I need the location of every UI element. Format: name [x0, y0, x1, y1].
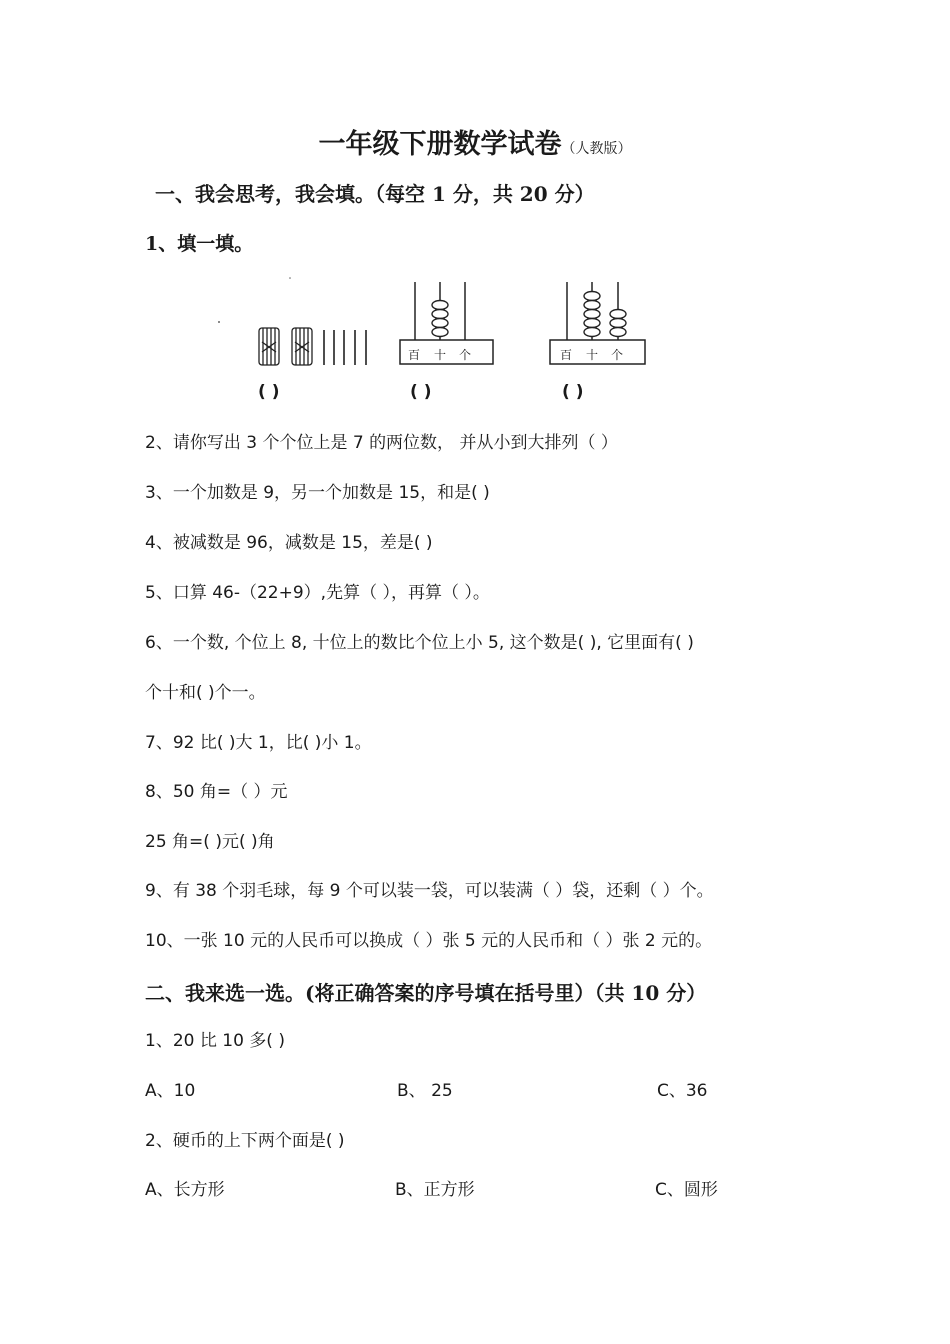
question-3: 3、一个加数是 9，另一个加数是 15，和是( )	[145, 483, 490, 503]
abacus1-label-ones: 个	[459, 348, 472, 362]
question-7: 7、92 比( )大 1，比( )小 1。	[145, 733, 372, 753]
section2-heading: 二、我来选一选。(将正确答案的序号填在括号里）（共 10 分）	[145, 981, 707, 1005]
section1-heading: 一、我会思考，我会填。（每空 1 分，共 20 分）	[155, 182, 595, 206]
question-9: 9、有 38 个羽毛球，每 9 个可以装一袋，可以装满（ ）袋，还剩（ ）个。	[145, 881, 714, 901]
abacus2-label-hundreds: 百	[560, 348, 573, 362]
question-6-continued: 个十和( )个一。	[145, 683, 266, 703]
q1-answer-blank-1[interactable]: ( )	[258, 382, 280, 402]
question-8: 8、50 角=（ ）元	[145, 782, 288, 802]
title-main: 一年级下册数学试卷	[318, 129, 562, 160]
abacus2-label-ones: 个	[611, 348, 624, 362]
question-8-part-2: 25 角=( )元( )角	[145, 832, 275, 852]
choice-1-option-a[interactable]: A、10	[145, 1081, 196, 1101]
q1-answer-blank-3[interactable]: ( )	[562, 382, 584, 402]
abacus1-label-hundreds: 百	[408, 348, 421, 362]
page-title	[0, 122, 950, 161]
q1-answer-blank-2[interactable]: ( )	[410, 382, 432, 402]
stick-bundle-2	[292, 328, 312, 365]
choice-1-option-c[interactable]: C、36	[657, 1081, 708, 1101]
choice-question-2: 2、硬币的上下两个面是( )	[145, 1131, 345, 1151]
choice-2-option-c[interactable]: C、圆形	[655, 1180, 718, 1200]
question-4: 4、被减数是 96，减数是 15，差是( )	[145, 533, 433, 553]
choice-1-option-b[interactable]: B、 25	[397, 1081, 453, 1101]
choice-2-option-b[interactable]: B、正方形	[395, 1180, 475, 1200]
question-5: 5、口算 46-（22+9）,先算（ ），再算（ ）。	[145, 583, 490, 603]
choice-2-option-a[interactable]: A、长方形	[145, 1180, 225, 1200]
question-6: 6、一个数, 个位上 8, 十位上的数比个位上小 5, 这个数是( ), 它里面有( )	[145, 633, 694, 653]
abacus2-label-tens: 十	[586, 348, 599, 362]
single-sticks	[324, 330, 366, 365]
choice-question-1: 1、20 比 10 多( )	[145, 1031, 285, 1051]
stick-bundle-1	[259, 328, 279, 365]
question-2: 2、请你写出 3 个个位上是 7 的两位数， 并从小到大排列（ ）	[145, 433, 618, 453]
q1-label: 1、填一填。	[145, 233, 254, 255]
abacus1-label-tens: 十	[434, 348, 447, 362]
title-sub: （人教版）	[561, 141, 632, 157]
question-10: 10、一张 10 元的人民币可以换成（ ）张 5 元的人民币和（ ）张 2 元的。	[145, 931, 713, 951]
